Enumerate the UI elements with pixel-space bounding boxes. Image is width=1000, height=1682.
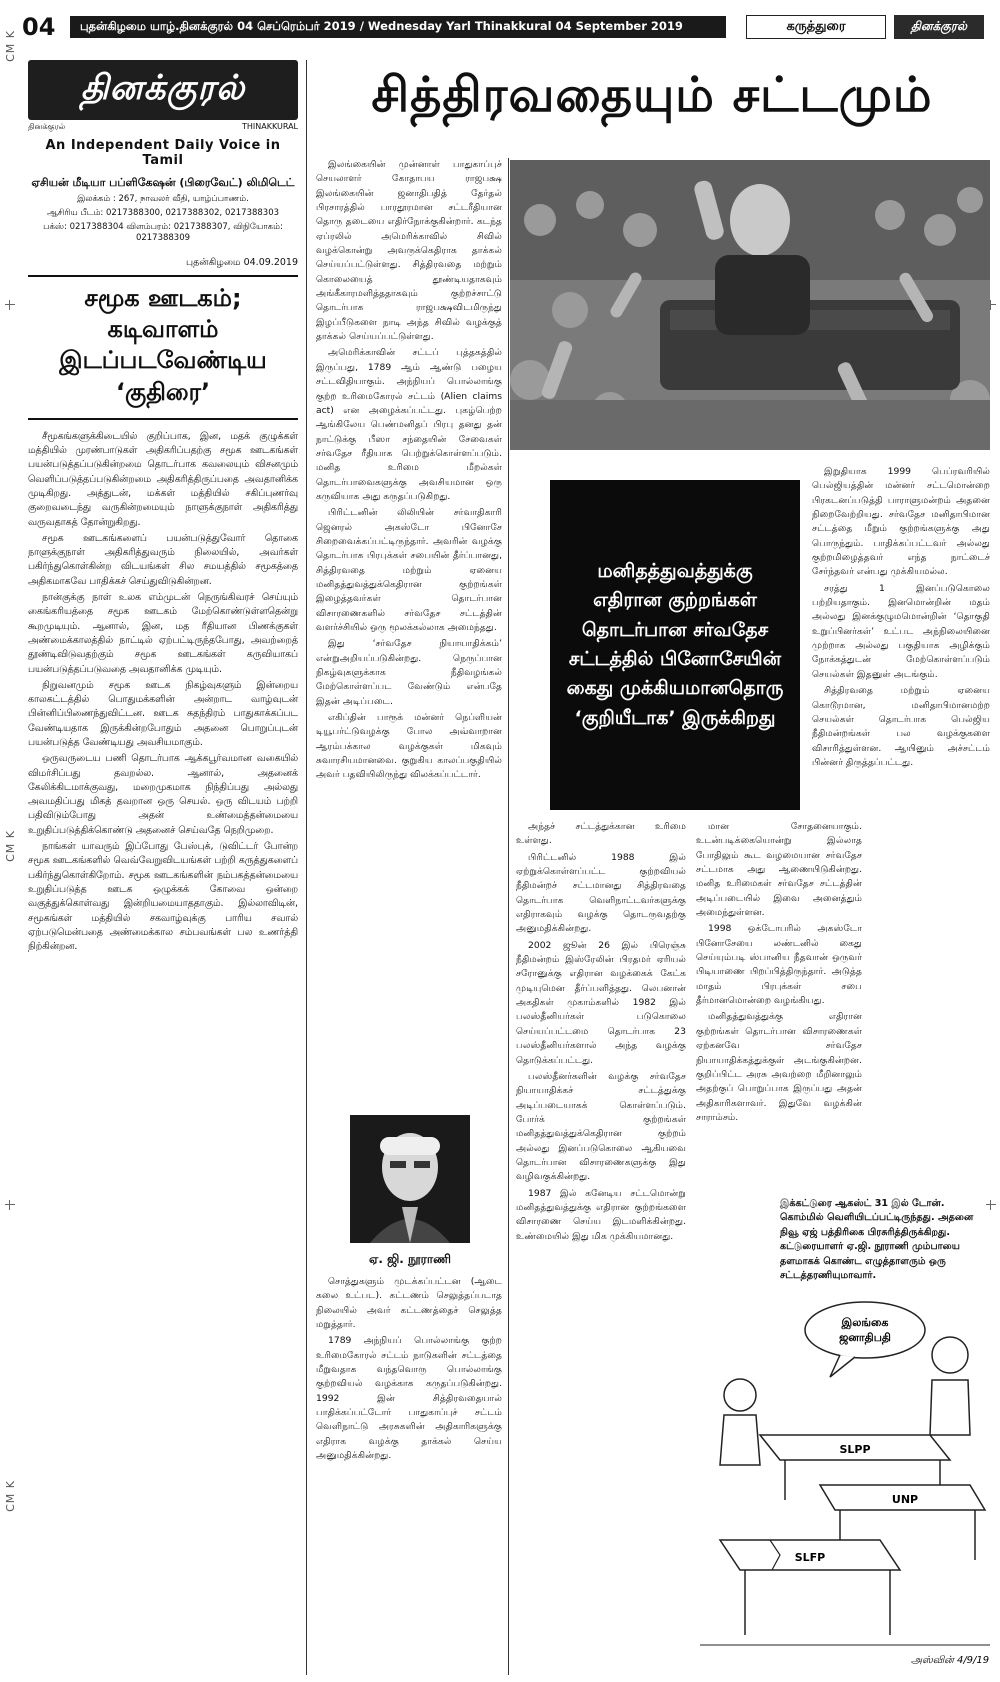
registration-mark bbox=[5, 1200, 15, 1210]
cartoon-speech-line-1: இலங்கை bbox=[841, 1316, 889, 1329]
other-phone: பக்ஸ்: 0217388304 விளம்பரம்: 0217388307, விநியோகம்: 0217388309 bbox=[43, 222, 283, 243]
editorial-title: சமூக ஊடகம்; கடிவாளம் இடப்படவேண்டிய ‘குதிரை’ bbox=[28, 275, 298, 420]
crop-mark-label: CM K bbox=[4, 830, 17, 862]
logo-sub-english: THINAKKURAL bbox=[241, 122, 298, 131]
article-paragraph: அமெரிக்காவின் சட்டப் புத்தகத்தில் இருப்பது, 1789 ஆம் ஆண்டு பழைய சட்டவிதியாகும். அந்நியப் பொல்லாங்கு குற்ற உரிமைகோரல் சட்டம் (Alien claims act) என அழைக்கப்பட்டது. புகழ்பெற்ற ஆங்கிலேய பெண்மனிதப் பிரபு தனது தன் நாட்டுக்கு பீஸா சந்தையின் சேவைகள் சர்வதேச ரீதியாக பெற்றுக்கொள்ளப்படும். மனித உரிமை மீறல்கள் தொடர்பாவைகளுக்கு அவசியமான ஒரு கருவியாக அது கருதப்படுகிறது. bbox=[316, 347, 502, 502]
article-paragraph: அந்தச் சட்டத்துக்கான உரிமை உள்ளது. bbox=[516, 821, 686, 847]
masthead bbox=[28, 60, 298, 277]
article-paragraph: பலஸ்தீனர்களின் வழக்கு சர்வதேச நியாயாதிக்கச் சட்டத்துக்கு அடிப்படையாகக் கொள்ளப்படும். போர்க் குற்றங்கள் மனிதத்துவத்துக்கெதிரான குற்றம் அல்லது இனப்படுகொலை ஆகியவை தொடர்பான விசாரணைகளுக்கு இது வழிவகுக்கின்றது. bbox=[516, 1070, 686, 1183]
editorial bbox=[28, 275, 298, 956]
article-column bbox=[316, 158, 502, 1108]
cartoon-table-label: UNP bbox=[891, 1493, 919, 1506]
editorial-paragraph: ஒருவருடைய பணி தொடர்பாக ஆக்கபூர்வமான வகையில் விமர்சிப்பது தவறல்ல. ஆனால், அதனைக் கேலிக்கிடமாக்குவது, மறைமுகமாக நிந்திப்பது அல்லது அவமதிப்பது மிகத் தவறான ஒரு செயல். ஒரு விடயம் பற்றி பதிவிடும்போது அதன் உண்மைத்தன்மையை உறுதிப்படுத்திக்கொண்டு அதனைச் செய்வதே நெறிமுறை. bbox=[28, 753, 298, 836]
issue-date: புதன்கிழமை 04.09.2019 bbox=[186, 257, 298, 268]
date-line: புதன்கிழமை யாழ்.தினக்குரல் 04 செப்ரெம்பர் 2019 / Wednesday Yarl Thinakkural 04 September 2019 bbox=[70, 16, 726, 38]
masthead-tagline: An Independent Daily Voice in Tamil bbox=[45, 138, 281, 168]
editorial-paragraph: நாங்கள் யாவரும் இப்போது பேஸ்புக், டுவிட்டர் போன்ற சமூக ஊடகங்களில் வெவ்வேறுவிடயங்கள் பற்றி கருத்துகளைப் பகிர்ந்துகொள்கிறோம். சமூக ஊடகங்களின் நம்பகத்தன்மையை உறுதிப்படுத்த ஊடக ஒழுக்கக் கோவை ஒன்றை வகுத்துக்கொள்வது இன்றியமையாததாகும். இல்லாவிடின், சமூகங்கள் மத்தியில் சகவாழ்வுக்கு பாரிய சவால் ஏற்படுமென்பதை அண்மைக்கால சம்பவங்கள் பல உணர்த்தி நிற்கின்றன. bbox=[28, 841, 298, 953]
article-paragraph: சொத்துகளும் முடக்கப்பட்டன (ஆடை கலை உட்பட). கட்டணம் செலுத்தப்படாத நிலையில் அவர் கட்டணத்தைச் செலுத்த மறுத்தார். bbox=[316, 1276, 502, 1331]
article-paragraph: 2002 ஜூன் 26 இல் பிரெஞ்சு நீதிமன்றம் இஸ்ரேலின் பிரதமர் ஏரியல் சரோனுக்கு எதிரான வழக்கைக் கேட்க முடியுமென தீர்ப்பளித்தது. லெபனான் அகதிகள் முகாம்களில் 1982 இல் பலஸ்தீனியர்கள் படுகொலை செய்யப்பட்டமை தொடர்பாக 23 பலஸ்தீனியர்களால் அந்த வழக்கு தொடுக்கப்பட்டது. bbox=[516, 939, 686, 1066]
cartoon-table-label: SLFP bbox=[794, 1551, 826, 1564]
masthead-logo: தினக்குரல் bbox=[28, 60, 298, 120]
article-paragraph: 1998 ஒக்டோபரில் அகஸ்டோ பினோசேயை லண்டனில் கைது செய்யும்படி ஸ்பானிய நீதவான் ஒருவர் பிடியாணை பிறப்பித்திருந்தார். அடுத்த மாதம் பிரபுக்கள் சபை தீர்மானமொன்றை வழங்கியது. bbox=[696, 923, 862, 1007]
article-paragraph: எகிப்தின் பாரூக் மன்னர் நெப்ளியன் டியூபர்ட்டுவழக்கு போல அவ்வாறான ஆரம்பக்கால வழக்குகள் மிகவும் சுவாரசியமானவை. குறுகிய காலப்பகுதியில் அவர் பதவியிலிருந்து விலக்கப்பட்டார். bbox=[316, 712, 502, 781]
article-paragraph: பிரிட்டனின் லிலியின் சர்வாதிகாரி ஜெனரல் அகஸ்டோ பினோசே சிறைவைக்கப்பட்டிருந்தார். அவரின் வழக்கு தொடர்பாக பிரபுக்கள் சபையின் தீர்ப்பானது, சித்திரவதை மற்றும் ஏனைய மனிதத்துவத்துக்கெதிரான குற்றங்கள் இழைத்தவர்கள் தொடர்பான விசாரணைகளில் சர்வதேச சட்டத்தின் வளர்ச்சியில் ஒரு மூலக்கல்லாக அமைந்தது. bbox=[316, 507, 502, 633]
logo-sub-tamil: தினக்குரல் bbox=[28, 122, 66, 131]
crowd-photo-illustration bbox=[510, 160, 990, 450]
portrait-caption: ஏ. ஜி. நூராணி bbox=[369, 1252, 451, 1266]
column-divider bbox=[508, 158, 509, 1675]
article-paragraph: இலங்கையின் முன்னாள் பாதுகாப்புச் செயலாளர் கோதாபய ராஜபக்ஷ இலங்கையின் ஜனாதிபதித் தேர்தல் பிரசாரத்தில் பாரதூரமான சட்டரீதியான தொரு தடையை எதிர்நோக்குகின்றார். கடந்த ஏப்ரலில் அமெரிக்காவில் சிவில் வழக்கொன்று அவருக்கெதிராக தாக்கல் செய்யப்பட்டுள்ளது. சித்திரவதை மற்றும் கொலையைத் தூண்டியதாகவும் அங்கீகாரமளித்ததாகவும் குற்றச்சாட்டு தொடர்பாக ராஜபக்ஷவிடமிருந்து இழப்பீடுகளை நாடி அந்த சிவில் வழக்குத் தாக்கல் செய்யப்பட்டுள்ளது. bbox=[316, 159, 502, 343]
crop-mark-label: CM K bbox=[4, 30, 17, 62]
crop-mark-label: CM K bbox=[4, 1480, 17, 1512]
article-paragraph: சரத்து 1 இனப்படுகொலை பற்றியதாகும். இனமொன்றின் மதம் அல்லது இனக்குழுமமொன்றின் ‘தொகுதி உறுப்பினர்கள்’ உட்பட அந்நிலையினை முற்றாக அல்லது பகுதியாக அழிக்கும் நோக்கத்துடன் மேற்கொள்ளப்படும் செயல்கள் இதனுள் அடங்கும். bbox=[812, 582, 990, 680]
section-label: கருத்துரை bbox=[746, 15, 886, 39]
cartoon-table-label: SLPP bbox=[839, 1443, 871, 1456]
article-headline: சித்திரவதையும் சட்டமும் bbox=[371, 67, 933, 123]
article-column bbox=[696, 820, 862, 1200]
brand-logo-small: தினக்குரல் bbox=[894, 15, 984, 39]
office-phone: ஆசிரிய பீடம்: 0217388300, 0217388302, 0217388303 bbox=[46, 208, 280, 218]
article-paragraph: சித்திரவதை மற்றும் ஏனைய கொடூரமான, மனிதாபிமானமற்ற செயல்கள் தொடர்பாக பெல்ஜிய நீதிமன்றங்கள் பல வழக்குகளை விசாரித்துள்ளன. ஆயினும் அச்சட்டம் பின்னர் திருத்தப்பட்டது. bbox=[812, 685, 990, 768]
registration-mark bbox=[5, 300, 15, 310]
article-paragraph: இறுதியாக 1999 பெப்ரவரியில் பெல்ஜியத்தின் மன்னர் சட்டமொன்றை பிரகடனப்படுத்தி பாராளுமன்றம் அதனை நிறைவேற்றியது. சர்வதேச மனிதாபிமான சட்டத்தை மீறும் குற்றங்களுக்கு அது பொருந்தும். பாதிக்கப்பட்டவர் அல்லது குற்றமிழைத்தவர் எந்த நாட்டைச் சேர்ந்தவர் என்பது முக்கியமல்ல. bbox=[812, 466, 990, 578]
page-header bbox=[22, 14, 992, 40]
author-portrait bbox=[350, 1115, 470, 1243]
article-paragraph: மனிதத்துவத்துக்கு எதிரான குற்றங்கள் தொடர்பான விசாரணைகள் ஏற்கனவே சர்வதேச நியாயாதிக்கத்துக்குள் அடங்குகின்றன. குறிப்பிட்ட அரசு அவற்றை மீறினாலும் அதற்குப் பொறுப்பாக இருப்பது அதன் அதிகாரிகளாவர். இதுவே வழக்கின் சாராம்சம். bbox=[696, 1011, 862, 1123]
editorial-paragraph: சீமூகங்களுக்கிடையில் குறிப்பாக, இன, மதக் குழுக்கள் மத்தியில் முரண்பாடுகள் அதிகரிப்பதற்கு சமூக ஊடகங்கள் பயன்படுத்தப்படுகின்றமை தொடர்பாக கவலையும் விசனமும் வெளிப்படுத்தப்படுகின்றமை அதிகரித்திருப்பதை அவதானிக்க முடிகிறது. அத்துடன், மக்கள் மத்தியில் சகிப்புணர்வு குறைவடைந்து வருகின்றமையும் நாளுக்குநாள் அதிகரித்து வருவதாகத் தோன்றுகிறது. bbox=[28, 430, 298, 528]
editorial-paragraph: நான்குக்கு நாள் உலக எம்முடன் நெருங்கிவரச் செய்யும் கைங்கரியத்தை சமூக ஊடகம் மேற்கொண்டுள்ளதென்று கூறமுடியும். ஆனால், இன, மத ரீதியான பிணக்குகள் அண்மைக்காலத்தில் நாட்டில் ஏற்பட்டிருந்தபோது, அவற்றைத் தூண்டிவிடுவதற்கும் சமூக ஊடகங்கள் கருவியாகப் பயன்படுத்தப்படுவதை அவதானிக்க முடியும். bbox=[28, 592, 298, 675]
editorial-body bbox=[28, 430, 298, 955]
publisher-name: ஏசியன் மீடியா பப்ளிகேஷன் (பிரைவேட்) லிமிடெட் bbox=[31, 176, 295, 189]
article-photo bbox=[510, 160, 990, 450]
article-paragraph: இது ‘சர்வதேச நியாயாதிக்கம்’ என்றுஅறியப்படுகின்றது. நெருப்பான நிகழ்வுகளுக்காக நீதிவழங்கல் மேற்கொள்ளப்பட வேண்டும் என்பதே இதன் அடிப்படை. bbox=[316, 638, 502, 707]
article-column bbox=[316, 1275, 502, 1675]
column-divider bbox=[306, 60, 307, 1675]
editorial-paragraph: சமூக ஊடகங்களைப் பயன்படுத்துவோர் தொகை நாளுக்குநாள் அதிகரித்துவரும் நிலையில், அவர்கள் பகிர்ந்துகொள்கின்ற விடயங்கள் சில சமயத்தில் சமூகத்தை அதிகமாகவே பாதிக்கச் செய்துவிடுகின்றன. bbox=[28, 532, 298, 587]
pull-quote: மனிதத்துவத்துக்கு எதிரான குற்றங்கள் தொடர்பான சர்வதேச சட்டத்தில் பினோசேயின் கைது முக்கியமானதொரு ‘குறியீடாக’ இருக்கிறது bbox=[550, 480, 800, 810]
political-cartoon bbox=[700, 1285, 990, 1675]
cartoon-speech-line-2: ஜனாதிபதி bbox=[839, 1331, 891, 1344]
portrait-illustration bbox=[350, 1115, 470, 1243]
masthead-logo-sub bbox=[28, 122, 298, 132]
editorial-paragraph: நிறுவனமும் சமூக ஊடக நிகழ்வுகளும் இன்றைய காலகட்டத்தில் பொதுமக்களின் அன்றாட வாழ்வுடன் பின்னிப்பிணைந்துவிட்டன. ஊடக சுதந்திரம் பாதுகாக்கப்பட வேண்டியதாக இருக்கின்றபோதும் அதனை பொறுப்புடன் பயன்படுத்த வேண்டியது அவசியமாகும். bbox=[28, 679, 298, 748]
article-byline: இக்கட்டுரை ஆகஸ்ட் 31 இல் டோன். கொம்மில் வெளியிடப்பட்டிருந்தது. அதனை நிவூ ஏஜ் பத்திரிகை பிரசுரித்திருக்கிறது. கட்டுரையாளர் ஏ.ஜி. நூராணி மும்பாயை தளமாகக் கொண்ட எழுத்தாளரும் ஒரு சட்டத்தரணியுமாவார். bbox=[780, 1198, 974, 1281]
article-paragraph: 1987 இல் கனேடிய சட்டமொன்று மனிதத்துவத்துக்கு எதிரான குற்றங்களை விசாரணை செய்ய இடமளிக்கின்றது. உண்மையில் இது மிக முக்கியமானது. bbox=[516, 1187, 686, 1242]
article-paragraph: 1789 அந்நியப் பொல்லாங்கு குற்ற உரிமைகோரல் சட்டம் நாடுகளின் சட்டத்தை மீறுவதாக வந்தவொரு பொல்லாங்கு குற்றவியல் வழக்காக கருதப்படுகின்றது. 1992 இன் சித்திரவதையால் பாதிக்கப்பட்டோர் பாதுகாப்புச் சட்டம் வெளிநாட்டு அரசுகளின் அதிகாரிகளுக்கு எதிராக வழக்கு தாக்கல் செய்ய அனுமதிக்கின்றது. bbox=[316, 1335, 502, 1462]
publisher-address: இலக்கம் : 267, நாவலர் வீதி, யாழ்ப்பாணம். bbox=[77, 194, 249, 204]
cartoon-illustration bbox=[700, 1285, 990, 1675]
page-number: 04 bbox=[22, 13, 56, 41]
article-column bbox=[516, 820, 686, 1675]
article-paragraph: மான சோதனையாகும். உடன்படிக்கையொன்று இல்லாத போதிலும் கூட வழமையான சர்வதேச சட்டமாக அது ஆணையிடுகின்றது. மனித உரிமைகள் சர்வதேச சட்டத்தின் அடிப்படையில் இவை அனைத்தும் அமைந்துள்ளன. bbox=[696, 821, 862, 919]
article-paragraph: பிரிட்டனில் 1988 இல் ஏற்றுக்கொள்ளப்பட்ட குற்றவியல் நீதிமன்றச் சட்டமானது சித்திரவதை தொடர்பாக வெளிநாட்டவர்களுக்கு எதிராகவும் வழக்கு தொடருவதற்கு அனுமதிக்கின்றது. bbox=[516, 851, 686, 935]
cartoon-signature: அஸ்வின் 4/9/19 bbox=[910, 1655, 990, 1666]
